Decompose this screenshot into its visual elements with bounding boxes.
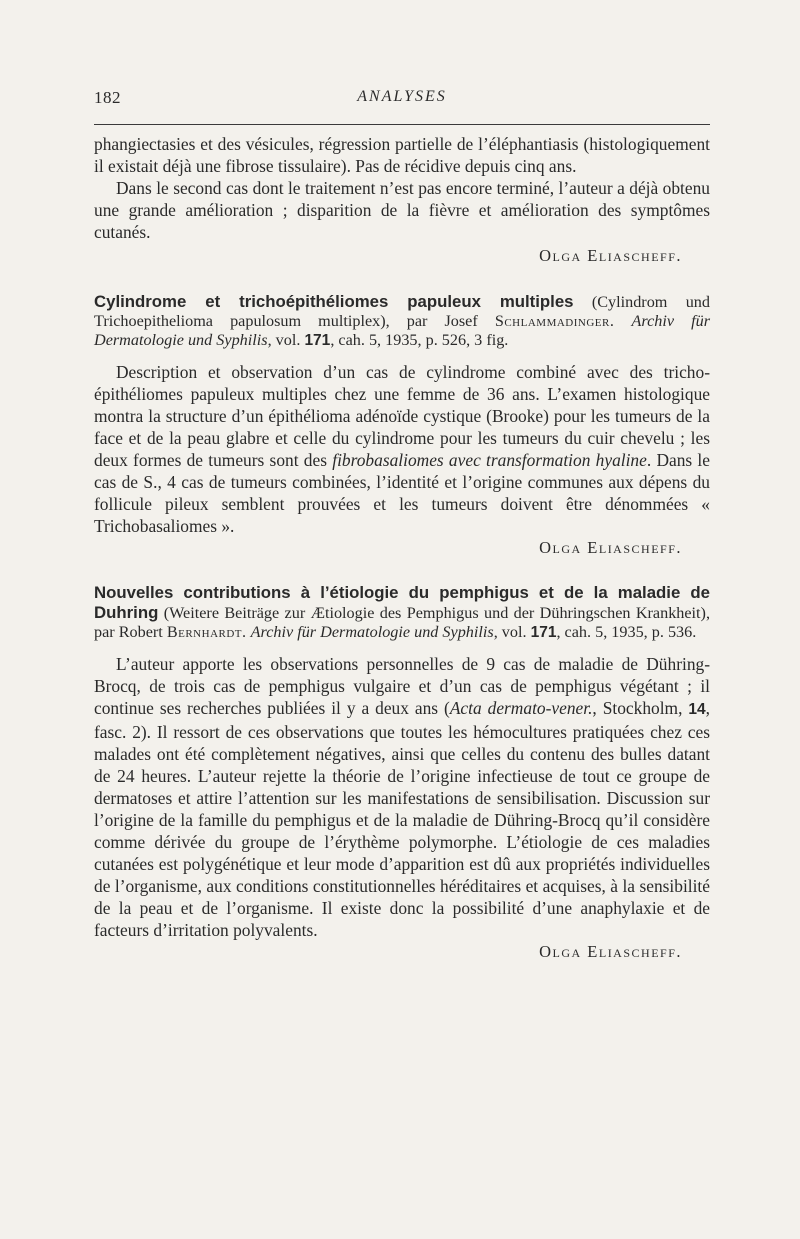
article-2-body [94, 653, 710, 941]
article-2-cite-mid: , Stockholm, [592, 698, 683, 718]
intro-paragraph-2: Dans le second cas dont le traitement n’est pas encore terminé, l’auteur a déjà obtenu une grande amélioration ; disparition de la fièvre et amélioration des symptômes cutanés. [94, 178, 710, 242]
article-2-journal: Archiv für Dermatologie und Syphilis [250, 623, 494, 641]
article-2-volume: 171 [530, 624, 557, 641]
page-body [94, 133, 710, 963]
article-1-body-italic: fibrobasaliomes avec transformation hyaline [332, 450, 647, 470]
article-1-body [94, 361, 710, 537]
header-rule [94, 124, 710, 125]
article-2-heading [94, 583, 710, 642]
article-1-vol-pre: , vol. [267, 331, 301, 349]
article-2-ref-rest: , cah. 5, 1935, p. 536. [556, 623, 697, 641]
article-1-body-post: . Dans le cas de S., 4 cas de tumeurs combinées, l’identité et l’origine communes aux dépens du follicule pileux semblent prouvées et les tumeurs doivent être dénommées « Trichobasaliomes ». [94, 450, 710, 536]
article-1-body-pre: Description et observation d’un cas de cylindrome combiné avec des tricho-épithéliomes papuleux multiples chez une femme de 36 ans. L’examen histologique montra la structure d’un épithélioma adénoïde cystique (Brooke) pour les tumeurs de la face et de la peau glabre et celle du cylindrome pour les tumeurs du cuir chevelu ; les deux formes de tumeurs sont des [94, 362, 710, 470]
article-2-signature: Olga Eliascheff. [539, 942, 682, 961]
page-header [94, 88, 710, 112]
article-1-ref-open: (Cylindrom und Trichoepithelioma papulosum multiplex), par Josef [94, 293, 710, 330]
article-1-ref-rest: , cah. 5, 1935, p. 526, 3 fig. [330, 331, 509, 349]
article-1-volume: 171 [304, 332, 331, 349]
article-2-body-post: , fasc. 2). Il ressort de ces observations que toutes les hémocultures pratiquées chez ces malades ont été complètement négatives, ainsi que celles du contenu des bulles datant de 24 heures. L’auteur rejette la théorie de l’origine infectieuse de tout ce groupe de dermatoses et attire l’attention sur les manifestations de sensibilisation. Discussion sur l’origine de la famille du pemphigus et de la maladie de Dühring-Brocq qu’il considère comme dérivée du groupe de l’érythème polymorphe. L’étiologie de ces maladies cutanées est polygénétique et leur mode d’apparition est dû aux propriétés individuelles de l’organisme, aux conditions constitutionnelles héréditaires et acquises, à la sensibilité de la peau et de l’organisme. Il existe donc la possibilité d’une anaphylaxie et de facteurs d’irritation polyvalents. [94, 698, 710, 940]
running-head: ANALYSES [357, 88, 447, 105]
intro-signature: Olga Eliascheff. [539, 246, 682, 265]
article-1-author: Schlammadinger. [494, 312, 615, 330]
article-2-body-pre: L’auteur apporte les observations personnelles de 9 cas de maladie de Dühring-Brocq, de trois cas de pemphigus vulgaire et d’un cas de pemphigus végétant ; il continue ses recherches publiées il y a deux ans ( [94, 654, 710, 718]
article-2-cite-volume: 14 [688, 701, 706, 718]
article-2-ref-open: (Weitere Beiträge zur Ætiologie des Pemphigus und der Dühringschen Krankheit), par Robert [94, 604, 710, 641]
article-1-title: Cylindrome et trichoépithéliomes papuleux multiples [94, 292, 574, 311]
intro-paragraph-1: phangiectasies et des vésicules, régression partielle de l’éléphantiasis (histologiquement il existait déjà une fibrose tissulaire). Pas de récidive depuis cinq ans. [94, 134, 710, 176]
article-1-heading [94, 292, 710, 350]
article-2-author: Bernhardt. [166, 623, 247, 641]
article-2-title: Nouvelles contributions à l’étiologie du pemphigus et de la maladie de Duhring [94, 583, 710, 622]
page-number: 182 [94, 88, 121, 107]
article-2-cite-journal: Acta dermato-vener. [449, 698, 593, 718]
article-1-signature: Olga Eliascheff. [539, 538, 682, 557]
article-2-vol-pre: , vol. [493, 623, 527, 641]
article-1-journal: Archiv für Dermatologie und Syphilis [94, 312, 710, 349]
